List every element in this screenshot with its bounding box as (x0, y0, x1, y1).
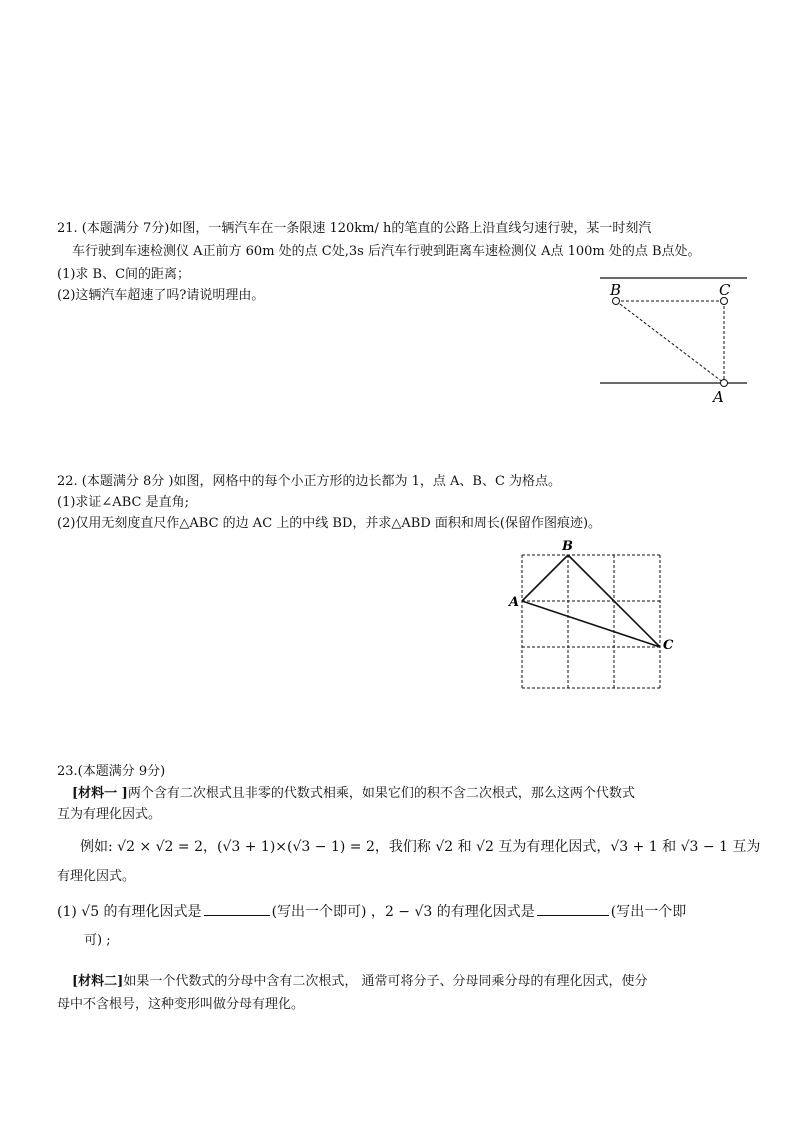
q23-example-line1 (80, 838, 760, 856)
q23-title: 23.(本题满分 9分) (57, 764, 166, 779)
segment-ba (616, 301, 724, 383)
q23-material2-line2: 母中不含根号，这种变形叫做分母有理化。 (57, 997, 305, 1012)
segment-ab (522, 555, 568, 601)
answer-blank-1[interactable] (204, 903, 270, 916)
answer-blank-2[interactable] (537, 903, 609, 916)
q23-material1-line2: 互为有理化因式。 (57, 807, 162, 822)
example-prefix: 例如: (80, 839, 118, 855)
example-and2: 和 (657, 839, 681, 855)
sub1-expr: 2 − √3 (384, 904, 433, 920)
label-c: C (719, 281, 731, 299)
sub1-mid: 的有理化因式是 (99, 904, 202, 920)
sub1-root5: √5 (81, 904, 100, 920)
q23-material1-line1 (72, 785, 635, 803)
example-root3m: √3 − 1 (680, 839, 728, 855)
material1-tag: [材料一 ] (72, 786, 128, 801)
example-and1: 和 (453, 839, 477, 855)
sub1-mid2: 的有理化因式是 (432, 904, 535, 920)
label-a: A (713, 388, 724, 406)
q23-example-line2: 有理化因式。 (57, 869, 136, 884)
q21-sub1: (1)求 B、C间的距离； (57, 267, 191, 282)
sub1-prefix: (1) (57, 904, 82, 920)
q23-material2-line1 (72, 973, 647, 991)
label-b: B (610, 281, 622, 299)
q22-grid-figure (505, 538, 685, 698)
q23-sub1-line1 (57, 903, 686, 921)
label-a: A (509, 595, 520, 610)
label-b: B (562, 539, 573, 554)
example-expr1: √2 × √2 = 2， (117, 839, 217, 855)
q22-sub1: (1)求证∠ABC 是直角; (57, 495, 189, 510)
material2-text: 如果一个代数式的分母中含有二次根式， 通常可将分子、分母同乘分母的有理化因式，使分 (123, 974, 648, 989)
example-root3p: √3 + 1 (610, 839, 658, 855)
q21-line1: 21. (本题满分 7分)如图，一辆汽车在一条限速 120km/ h的笔直的公路上沿直线匀速行驶，某一时刻汽 (57, 221, 652, 236)
example-root2b: √2 (476, 839, 494, 855)
example-mutual1: 互为有理化因式， (493, 839, 611, 855)
example-root2a: √2 (435, 839, 454, 855)
q23-sub1-line2: 可) ; (84, 933, 111, 948)
sub1-hint2: (写出一个即 (610, 904, 687, 920)
segment-bc (568, 555, 660, 647)
material1-text: 两个含有二次根式且非零的代数式相乘，如果它们的积不含二次根式，那么这两个代数式 (127, 786, 635, 801)
label-c: C (663, 638, 674, 653)
grid-lines (522, 555, 660, 688)
sub1-hint1: (写出一个即可) ， (271, 904, 385, 920)
q21-sub2: (2)这辆汽车超速了吗?请说明理由。 (57, 288, 265, 303)
point-a (721, 380, 728, 387)
q21-line2: 车行驶到车速检测仪 A正前方 60m 处的点 C处,3s 后汽车行驶到距离车速检测仪 A点 100m 处的点 B点处。 (72, 244, 701, 259)
q21-road-figure (595, 272, 755, 407)
q22-sub2: (2)仅用无刻度直尺作△ABC 的边 AC 上的中线 BD，并求△ABD 面积和周长(保留作图痕迹)。 (57, 516, 602, 531)
material2-tag: [材料二] (72, 974, 124, 989)
example-text1: 我们称 (388, 839, 436, 855)
example-mutual2: 互为 (727, 839, 761, 855)
q22-line1: 22. (本题满分 8分 )如图，网格中的每个小正方形的边长都为 1，点 A、B、C 为格点。 (57, 474, 562, 489)
example-expr2: (√3 + 1)×(√3 − 1) = 2， (217, 839, 389, 855)
segment-ac (522, 601, 660, 647)
